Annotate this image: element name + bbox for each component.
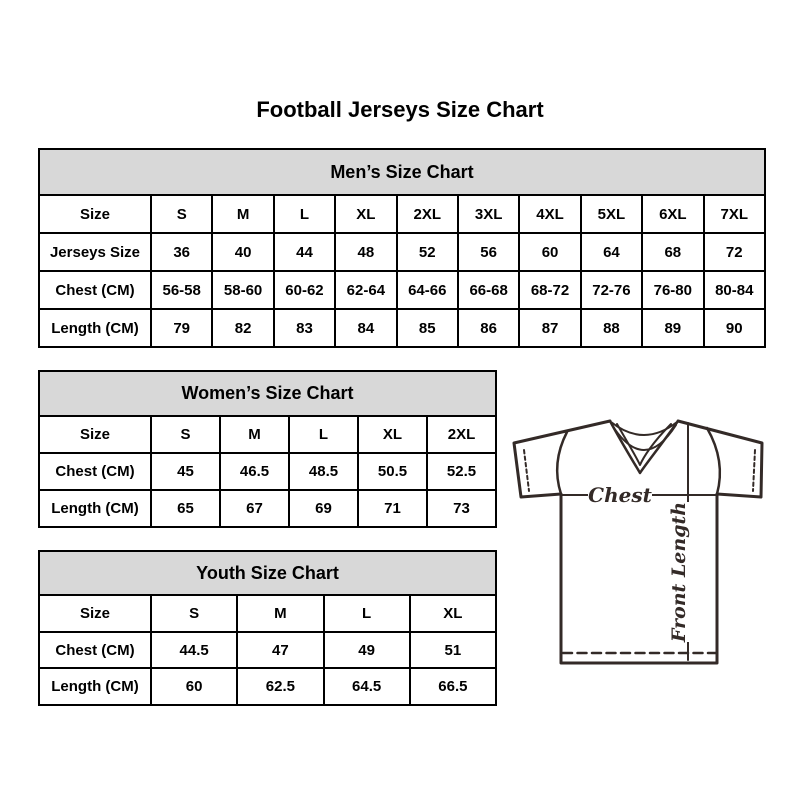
table-cell: 68-72 xyxy=(519,271,580,309)
table-title: Men’s Size Chart xyxy=(39,149,765,195)
table-cell: 83 xyxy=(274,309,335,347)
table-title: Women’s Size Chart xyxy=(39,371,496,416)
table-cell: 62.5 xyxy=(237,668,323,705)
table-cell: M xyxy=(220,416,289,453)
jersey-outline xyxy=(514,421,762,663)
table-cell: 87 xyxy=(519,309,580,347)
mens-size-table xyxy=(38,148,766,348)
table-row xyxy=(39,195,765,233)
table-cell: 68 xyxy=(642,233,703,271)
table-cell: 52 xyxy=(397,233,458,271)
table-cell: S xyxy=(151,195,212,233)
table-header-row xyxy=(39,551,496,595)
table-cell: 47 xyxy=(237,632,323,669)
table-cell: 72 xyxy=(704,233,765,271)
table-cell: 72-76 xyxy=(581,271,642,309)
table-cell: 45 xyxy=(151,453,220,490)
table-cell: 85 xyxy=(397,309,458,347)
left-sleeve-seam xyxy=(557,432,567,494)
table-cell: 7XL xyxy=(704,195,765,233)
table-cell: 44 xyxy=(274,233,335,271)
row-label: Size xyxy=(39,416,151,453)
womens-size-table xyxy=(38,370,497,528)
table-cell: 36 xyxy=(151,233,212,271)
table-cell: 49 xyxy=(324,632,410,669)
table-cell: 60-62 xyxy=(274,271,335,309)
table-row xyxy=(39,668,496,705)
table-cell: 86 xyxy=(458,309,519,347)
right-sleeve-seam xyxy=(707,428,720,494)
table-cell: 56 xyxy=(458,233,519,271)
table-cell: 51 xyxy=(410,632,496,669)
jersey-measurement-diagram xyxy=(505,400,785,690)
collar-back-seam-1 xyxy=(611,422,677,435)
table-row xyxy=(39,595,496,632)
table-cell: 46.5 xyxy=(220,453,289,490)
table-cell: 40 xyxy=(212,233,273,271)
table-cell: 64.5 xyxy=(324,668,410,705)
row-label: Length (CM) xyxy=(39,309,151,347)
table-cell: L xyxy=(274,195,335,233)
table-cell: 73 xyxy=(427,490,496,527)
table-row xyxy=(39,632,496,669)
row-label: Chest (CM) xyxy=(39,271,151,309)
table-cell: 48.5 xyxy=(289,453,358,490)
table-row xyxy=(39,309,765,347)
table-cell: 65 xyxy=(151,490,220,527)
table-cell: M xyxy=(237,595,323,632)
row-label: Jerseys Size xyxy=(39,233,151,271)
size-table xyxy=(38,148,766,348)
table-cell: 44.5 xyxy=(151,632,237,669)
table-header-row xyxy=(39,149,765,195)
table-cell: 50.5 xyxy=(358,453,427,490)
table-cell: 60 xyxy=(151,668,237,705)
table-cell: 3XL xyxy=(458,195,519,233)
table-cell: 80-84 xyxy=(704,271,765,309)
table-row xyxy=(39,490,496,527)
size-table xyxy=(38,550,497,706)
table-cell: 2XL xyxy=(427,416,496,453)
table-cell: 66-68 xyxy=(458,271,519,309)
youth-size-table xyxy=(38,550,497,706)
table-cell: 58-60 xyxy=(212,271,273,309)
table-cell: 5XL xyxy=(581,195,642,233)
table-cell: 76-80 xyxy=(642,271,703,309)
table-cell: 6XL xyxy=(642,195,703,233)
table-cell: 4XL xyxy=(519,195,580,233)
table-cell: 89 xyxy=(642,309,703,347)
chest-label: Chest xyxy=(588,483,652,507)
row-label: Length (CM) xyxy=(39,668,151,705)
table-cell: 84 xyxy=(335,309,396,347)
table-cell: XL xyxy=(335,195,396,233)
table-cell: 64-66 xyxy=(397,271,458,309)
table-cell: 56-58 xyxy=(151,271,212,309)
table-cell: 64 xyxy=(581,233,642,271)
table-row xyxy=(39,233,765,271)
row-label: Size xyxy=(39,595,151,632)
table-cell: 88 xyxy=(581,309,642,347)
table-cell: 71 xyxy=(358,490,427,527)
row-label: Length (CM) xyxy=(39,490,151,527)
table-cell: M xyxy=(212,195,273,233)
table-cell: 60 xyxy=(519,233,580,271)
table-cell: 79 xyxy=(151,309,212,347)
row-label: Chest (CM) xyxy=(39,453,151,490)
table-cell: S xyxy=(151,416,220,453)
right-cuff-stitch xyxy=(753,450,755,491)
table-cell: L xyxy=(324,595,410,632)
table-cell: 67 xyxy=(220,490,289,527)
front-length-label: Front Length xyxy=(668,501,690,643)
page-title: Football Jerseys Size Chart xyxy=(256,97,544,122)
table-cell: 69 xyxy=(289,490,358,527)
table-cell: 90 xyxy=(704,309,765,347)
left-cuff-stitch xyxy=(524,450,529,491)
table-cell: L xyxy=(289,416,358,453)
table-header-row xyxy=(39,371,496,416)
table-cell: 48 xyxy=(335,233,396,271)
table-row xyxy=(39,416,496,453)
table-cell: 2XL xyxy=(397,195,458,233)
size-table xyxy=(38,370,497,528)
table-cell: S xyxy=(151,595,237,632)
row-label: Chest (CM) xyxy=(39,632,151,669)
table-cell: 52.5 xyxy=(427,453,496,490)
table-cell: XL xyxy=(410,595,496,632)
table-row xyxy=(39,271,765,309)
table-title: Youth Size Chart xyxy=(39,551,496,595)
table-cell: 66.5 xyxy=(410,668,496,705)
table-cell: XL xyxy=(358,416,427,453)
row-label: Size xyxy=(39,195,151,233)
table-row xyxy=(39,453,496,490)
table-cell: 82 xyxy=(212,309,273,347)
table-cell: 62-64 xyxy=(335,271,396,309)
